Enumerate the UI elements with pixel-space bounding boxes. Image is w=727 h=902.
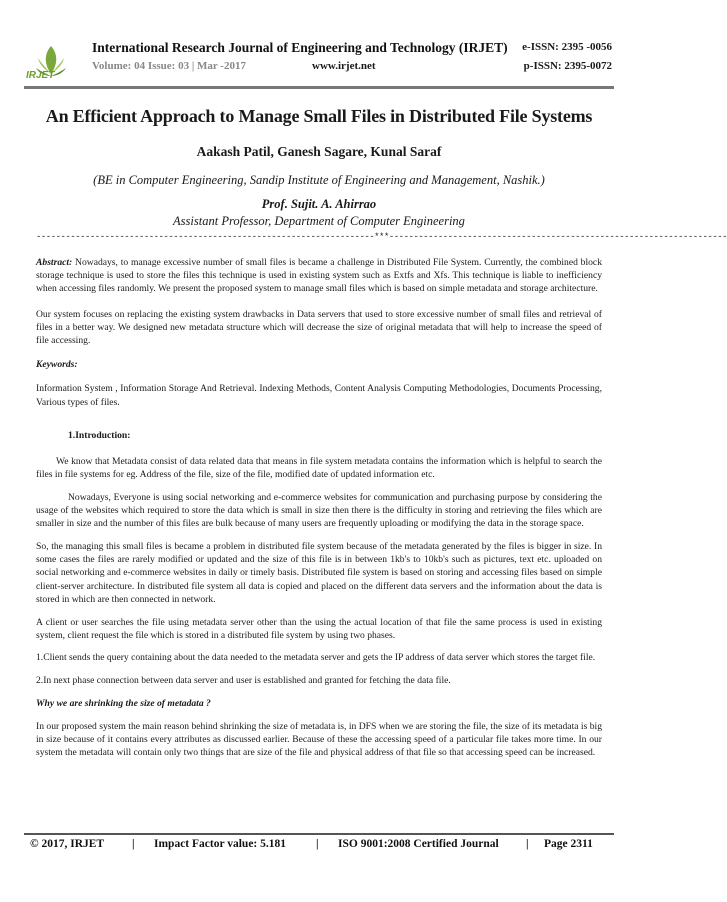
abstract-label: Abstract: <box>36 257 73 268</box>
journal-name: International Research Journal of Engineering and Technology (IRJET) <box>92 40 508 55</box>
logo-text: IRJET <box>26 70 55 81</box>
keywords-label: Keywords: <box>36 359 78 371</box>
abstract-paragraph-2: Our system focuses on replacing the existing system drawbacks in Data servers that used to store excessive number of small files and retrieval of files in a better way. We designed new metadata structure which will decrease the size of original metadata that will help to increase the speed of file accessing. <box>36 308 602 347</box>
abstract-text: Nowadays, to manage excessive number of small files is became a challenge in Distributed File System. Currently, the combined block storage technique is used to store the files this technique is used in existing system such as Extfs and Xfs. This technique is liable to inefficiency when accessing files randomly. We present the proposed system to manage small files which is based on simple metadata and storage architecture. <box>36 257 602 295</box>
volume-issue: Volume: 04 Issue: 03 | Mar -2017 <box>92 60 246 72</box>
paper-authors: Aakash Patil, Ganesh Sagare, Kunal Saraf <box>196 144 442 159</box>
intro-paragraph-6: 2.In next phase connection between data server and user is established and granted for fetching the data file. <box>36 675 451 687</box>
paper-title: An Efficient Approach to Manage Small Files in Distributed File Systems <box>45 106 593 126</box>
intro-paragraph-4: A client or user searches the file using metadata server other than the using the actual location of that file the same process is used in existing system, client request the file which is stored in a distributed file system by using two phases. <box>36 616 602 641</box>
footer-iso: ISO 9001:2008 Certified Journal <box>338 838 499 850</box>
journal-website: www.irjet.net <box>312 60 376 72</box>
section-separator: ---------------------------------------------------------------------***--------------------------------------------------------------------- <box>36 232 727 242</box>
intro-paragraph-5: 1.Client sends the query containing about the data needed to the metadata server and gets the IP address of data server which stores the target file. <box>36 652 596 664</box>
footer-separator: | <box>316 838 319 850</box>
paper-body <box>36 256 602 769</box>
e-issn: e-ISSN: 2395 -0056 <box>522 41 612 53</box>
keywords-text: Information System , Information Storage And Retrieval. Indexing Methods, Content Analysis Computing Methodologies, Documents Processing, Various types of files. <box>36 383 602 408</box>
footer-separator: | <box>132 838 135 850</box>
journal-header <box>24 40 614 84</box>
footer-separator: | <box>526 838 529 850</box>
professor-name: Prof. Sujit. A. Ahirrao <box>261 197 377 211</box>
author-affiliation: (BE in Computer Engineering, Sandip Institute of Engineering and Management, Nashik.) <box>93 173 545 187</box>
intro-paragraph-2: Nowadays, Everyone is using social networking and e-commerce websites for communication and purchasing purpose by considering the usage of the websites which required to store the data which is small in size then there is the difficulty in storing and retrieving the files which are smaller in size and the number of this files are bulk because of many users are frequently uploading or modifying the data in the storage space. <box>36 491 602 530</box>
shrinking-paragraph-1: In our proposed system the main reason behind shrinking the size of metadata is, in DFS when we are storing the file, the size of its metadata is big in size because of it contains every attributes as discussed earlier. Because of these the accessing speed of a particular file takes more time. In our system the metadata will contain only two things that are size of the file and physical address of that file so that accessing speed can be increased. <box>36 720 602 758</box>
journal-footer <box>24 838 614 858</box>
intro-paragraph-3: So, the managing this small files is became a problem in distributed file system because of the metadata generated by the files is bigger in size. In some cases the files are rarely modified or updated and the size of this file is in between 1kb's to 10kb's such as pictures, text etc. uploaded on social networking and e-commerce websites in daily or timely basis. Distributed file system is based on storing and accessing files based on simple client-server architecture. In distributed file system all data is copied and placed on the different data servers and the information about the data is stored in which are then connected in network. <box>36 541 602 605</box>
footer-rule <box>24 833 614 835</box>
header-rule <box>24 86 614 89</box>
footer-impact-factor: Impact Factor value: 5.181 <box>154 838 287 850</box>
abstract-paragraph <box>36 256 602 296</box>
intro-paragraph-1: We know that Metadata consist of data related data that means in file system metadata contains the information which is helpful to search the files in file systems for eg. Address of the file, size of the file, modified date of updated information etc. <box>36 456 602 481</box>
footer-page-number: Page 2311 <box>544 838 593 850</box>
introduction-heading: 1.Introduction: <box>68 429 131 441</box>
p-issn: p-ISSN: 2395-0072 <box>523 60 612 72</box>
shrinking-heading: Why we are shrinking the size of metadata ? <box>36 697 211 709</box>
footer-copyright: © 2017, IRJET <box>30 838 105 850</box>
professor-affiliation: Assistant Professor, Department of Computer Engineering <box>173 214 465 228</box>
